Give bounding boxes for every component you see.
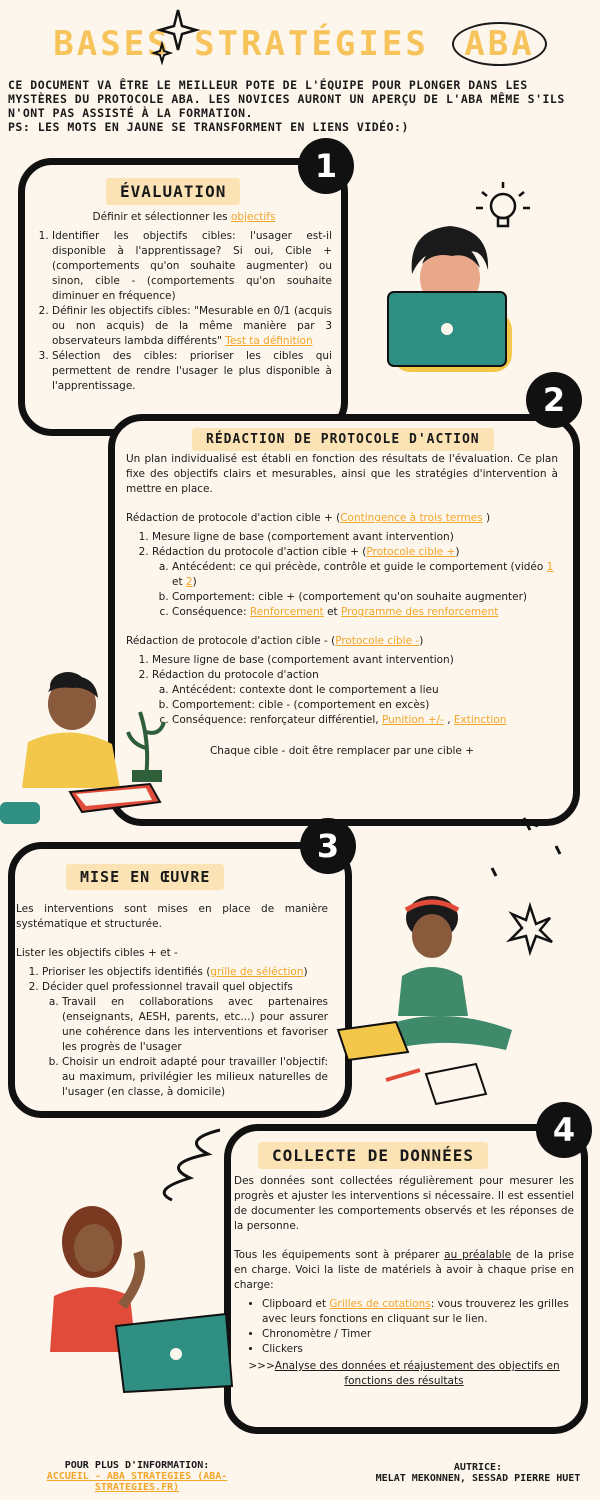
evaluation-item-2 [52,304,332,349]
grille-selection-link[interactable]: grille de séléction [210,966,304,978]
footer-author [360,1462,596,1484]
section-body-mise-en-oeuvre [16,902,328,1100]
title-main: BASES STRATÉGIES [53,24,429,64]
mise-item-2b: b. Choisir un endroit adapté pour travailler l'objectif: au maximum, privilégier les milieux naturelles de l'usager (en classe, à domicile) [62,1055,328,1100]
section-heading-redaction: RÉDACTION DE PROTOCOLE D'ACTION [192,428,494,451]
section-body-evaluation [36,210,332,394]
section-heading-collecte: COLLECTE DE DONNÉES [258,1142,488,1169]
redaction-minus-title-end: ) [419,635,424,647]
contingence-link[interactable]: Contingence à trois termes [340,512,483,524]
redaction-minus-item-2-text: Rédaction du protocole d'action [152,669,319,681]
collecte-intro: Des données sont collectées régulièrement pour mesurer les progrès et ajuster les interventions si nécessaire. Il est essentiel de documenter les comportements observés et les réponses de la personne. [234,1175,574,1232]
redaction-plus-item-c-text: Conséquence: [172,606,250,618]
collecte-preparation [234,1248,574,1293]
footer-author-label: AUTRICE: [453,1462,503,1473]
footer-info-label: POUR PLUS D'INFORMATION: [64,1460,210,1471]
sparkle-icon [150,6,210,66]
redaction-plus-title-end: ) [482,512,491,524]
redaction-plus-item-a-text: Antécédent: ce qui précède, contrôle et guide le comportement (vidéo [172,561,547,573]
evaluation-item-1: 1. Identifier les objectifs cibles: l'usager est-il disponible à l'apprentissage? Si oui, Cible + (comportements qu'on souhaite augmenter) ou sinon, cible - (comportements qu'on souhaite diminuer en fréquence) [52,229,332,304]
redaction-minus-item-b: b. Comportement: cible - (comportement en excès) [172,698,558,713]
test-definition-link[interactable]: Test ta définition [225,335,313,347]
section-number-1: 1 [298,138,354,194]
renforcement-link[interactable]: Renforcement [249,606,324,618]
collecte-prep-b: de la prise en charge. Voici la liste de matériels à avoir à chaque prise en charge: [234,1249,574,1291]
collecte-arrow: >>> [248,1360,275,1372]
extinction-link[interactable]: Extinction [453,714,507,726]
collecte-prep-a: Tous les équipements sont à préparer [234,1249,445,1261]
collecte-bullet-1-b: : vous trouverez les grilles avec leurs fonctions en cliquant sur le lien. [262,1298,569,1325]
footer-info [6,1460,268,1493]
redaction-intro: Un plan individualisé est établi en fonction des résultats de l'évaluation. Ce plan fixe des objectifs clairs et mesurables, ainsi que les stratégies d'intervention à mettre en place. [126,453,558,495]
redaction-plus-item-b: b. Comportement: cible + (comportement qu'on souhaite augmenter) [172,590,558,605]
redaction-minus-item-c-mid: , [443,714,454,726]
section-number-4: 4 [536,1102,592,1158]
title-highlight: ABA [452,22,546,66]
redaction-plus-title-text: Rédaction de protocole d'action cible + ( [126,512,341,524]
redaction-plus-item-c [172,605,558,620]
video-1-link[interactable]: 1 [546,561,554,573]
redaction-plus-item-a-mid: et [172,576,186,588]
redaction-minus-item-1: 1. Mesure ligne de base (comportement avant intervention) [152,653,558,668]
redaction-plus-item-1: 1. Mesure ligne de base (comportement avant intervention) [152,530,558,545]
mise-item-2a: a. Travail en collaborations avec partenaires (enseignants, AESH, parents, etc...) pour assurer une cohérence dans les interventions et favoriser les progrès de l'usager [62,995,328,1055]
mise-item-1 [42,965,328,980]
redaction-plus-item-a-end: ) [192,576,197,588]
footer-website-link[interactable]: ACCUEIL - ABA STRATEGIES (ABA-STRATEGIES.FR) [46,1471,228,1493]
intro-line-1: CE DOCUMENT VA ÊTRE LE MEILLEUR POTE DE L'ÉQUIPE POUR PLONGER DANS LES MYSTÈRES DU PROTOCOLE ABA. LES NOVICES AURONT UN APERÇU DE L'ABA MÊME S'ILS N'ONT PAS ASSISTÉ À LA FORMATION. [8,78,565,120]
person-laptop-illustration [372,212,532,372]
intro-line-2: PS: LES MOTS EN JAUNE SE TRANSFORMENT EN LIENS VIDÉO:) [8,120,409,134]
evaluation-item-3: 3. Sélection des cibles: prioriser les cibles qui permettent de rendre l'usager le plus disponible à l'apprentissage. [52,349,332,394]
intro-text [8,78,593,134]
page-title [0,22,600,66]
collecte-bullet-2: • Chronomètre / Timer [262,1327,574,1342]
mise-list-title: Lister les objectifs cibles + et - [16,947,178,959]
mise-intro: Les interventions sont mises en place de manière systématique et structurée. [16,903,328,930]
redaction-plus-item-2-end: ) [455,546,460,558]
redaction-plus-item-a [172,560,558,590]
redaction-minus-item-c [172,713,558,728]
collecte-bullet-3: • Clickers [262,1342,574,1357]
grilles-cotations-link[interactable]: Grilles de cotations [329,1298,431,1310]
section-number-2: 2 [526,372,582,428]
redaction-minus-title [126,634,558,649]
evaluation-lead: Définir et sélectionner les [92,211,228,223]
evaluation-item-2-text: Définir les objectifs cibles: "Mesurable en 0/1 (acquis ou non acquis) de la même manière par 3 observateurs lambda différents" [52,305,332,347]
video-2-link[interactable]: 2 [185,576,193,588]
section-number-3: 3 [300,818,356,874]
redaction-plus-item-c-mid: et [323,606,341,618]
mise-item-1-end: ) [303,966,308,978]
collecte-prep-underline: au préalable [444,1249,512,1261]
protocole-cible-minus-link[interactable]: Protocole cible - [335,635,420,647]
objectifs-link[interactable]: objectifs [231,211,276,223]
person-floor-laptop-illustration [336,884,526,1120]
programme-renforcement-link[interactable]: Programme des renforcement [341,606,499,618]
person-waving-illustration [26,1196,236,1406]
section-heading-mise-en-oeuvre: MISE EN ŒUVRE [66,864,224,890]
redaction-plus-item-2-text: Rédaction du protocole d'action cible + ( [152,546,367,558]
mise-item-2-text: Décider quel professionnel travail quel objectifs [42,981,293,993]
collecte-closing [234,1359,574,1389]
footer-author-name: MELAT MEKONNEN, SESSAD PIERRE HUET [375,1473,581,1484]
collecte-closing-text: Analyse des données et réajustement des objectifs en fonctions des résultats [274,1360,560,1387]
collecte-bullet-1-a: Clipboard et [262,1298,330,1310]
redaction-closing: Chaque cible - doit être remplacer par une cible + [209,745,475,757]
redaction-minus-title-text: Rédaction de protocole d'action cible - ( [126,635,336,647]
section-heading-evaluation: ÉVALUATION [106,178,240,205]
redaction-minus-item-a: a. Antécédent: contexte dont le comportement a lieu [172,683,558,698]
section-body-collecte [234,1174,574,1393]
redaction-plus-title [126,511,558,526]
collecte-bullet-1 [262,1297,574,1327]
mise-item-1-text: Prioriser les objectifs identifiés ( [42,966,211,978]
punition-link[interactable]: Punition +/- [381,714,444,726]
mise-item-2 [42,980,328,1100]
section-body-redaction [126,452,558,763]
redaction-plus-item-2 [152,545,558,620]
protocole-cible-plus-link[interactable]: Protocole cible + [366,546,456,558]
redaction-minus-item-2 [152,668,558,728]
redaction-minus-item-c-text: Conséquence: renforçateur différentiel, [172,714,382,726]
person-writing-illustration [0,652,175,832]
